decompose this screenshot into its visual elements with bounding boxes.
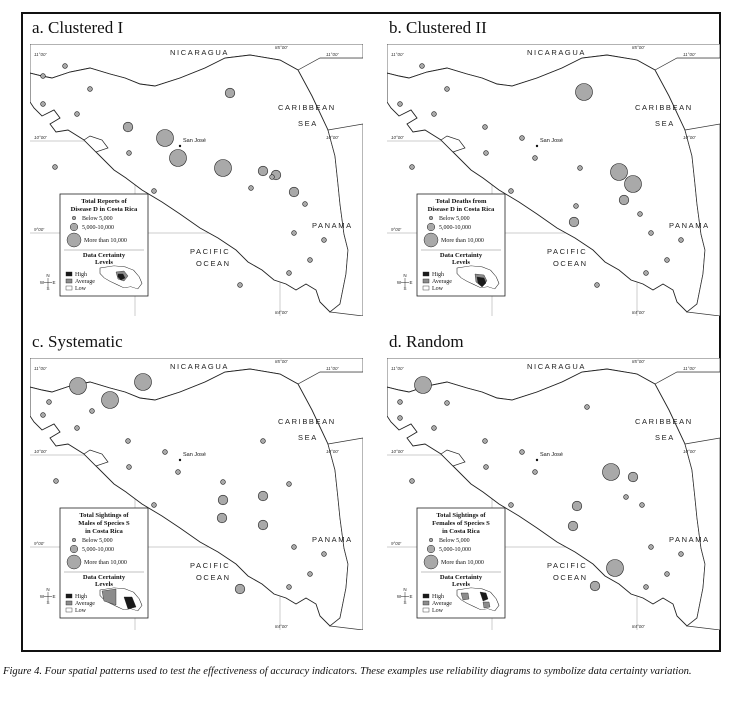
compass-s: S [46,600,50,605]
symbol-large [625,176,642,193]
legend-title-1: Total Sightings of [79,512,129,519]
label-san-jose: San José [183,138,206,144]
symbol-small [261,439,266,444]
symbol-mid [225,88,235,98]
symbol-small [176,470,181,475]
label-caribbean: CARIBBEAN [278,417,336,426]
symbol-small [445,87,450,92]
legend-title-2: Disease D in Costa Rica [70,206,138,213]
symbol-large [415,377,432,394]
symbol-small [484,465,489,470]
legend-title-1: Total Sightings of [436,512,486,519]
label-lon-85: 85°00' [632,359,645,364]
symbol-large [576,84,593,101]
legend-certainty-title-1: Data Certainty [439,574,483,581]
symbol-mid [590,581,600,591]
legend-label-small: Below 5,000 [82,216,113,222]
compass-e: E [52,280,56,285]
legend-symbol-mid [70,223,78,231]
symbol-small [238,283,243,288]
legend-label-small: Below 5,000 [439,538,470,544]
legend-certainty-title-1: Data Certainty [82,252,126,259]
legend-label-low: Low [432,286,443,292]
label-lat-11: 11°00' [391,366,404,371]
legend-symbol-small [429,538,433,542]
legend-swatch-low [423,608,429,612]
panel-title: c. Systematic [32,332,123,351]
symbol-small [126,439,131,444]
label-lat-11-east: 11°00' [683,52,696,57]
label-lon-85: 85°00' [632,45,645,50]
symbol-small [287,271,292,276]
label-pacific: PACIFIC [547,247,588,256]
symbol-small [398,400,403,405]
panel-title: a. Clustered I [32,18,124,37]
legend-title-2: Disease D in Costa Rica [427,206,495,213]
legend-title-1: Total Reports of [81,198,127,205]
symbol-small [41,74,46,79]
label-panama: PANAMA [669,221,710,230]
legend-symbol-mid [70,545,78,553]
symbol-small [292,545,297,550]
symbol-small [665,258,670,263]
map-panel-3 [30,332,363,632]
panel-title: b. Clustered II [389,18,487,37]
symbol-small [574,204,579,209]
label-san-jose: San José [540,452,563,458]
label-pacific: PACIFIC [190,247,231,256]
label-lat-10: 10°00' [34,449,47,454]
label-lat-11: 11°00' [391,52,404,57]
symbol-small [509,189,514,194]
legend-certainty-title-2: Levels [452,581,470,588]
compass-s: S [46,286,50,291]
symbol-small [63,64,68,69]
symbol-small [152,189,157,194]
legend-label-large: More than 10,000 [441,238,484,244]
symbol-mid [289,187,299,197]
symbol-large [135,374,152,391]
label-nicaragua: NICARAGUA [527,48,586,57]
legend-label-mid: 5,000-10,000 [82,225,114,231]
legend-label-low: Low [75,286,86,292]
symbol-small [638,212,643,217]
label-lat-10: 10°00' [34,135,47,140]
san-jose-dot [536,145,538,147]
symbol-small [398,102,403,107]
symbol-small [520,136,525,141]
label-nicaragua: NICARAGUA [527,362,586,371]
label-lat-10: 10°00' [391,449,404,454]
label-lat-10: 10°00' [391,135,404,140]
label-ocean: OCEAN [196,259,231,268]
label-lat-11: 11°00' [34,366,47,371]
legend-label-large: More than 10,000 [441,560,484,566]
label-caribbean: CARIBBEAN [278,103,336,112]
symbol-small [483,439,488,444]
legend-swatch-high [66,594,72,598]
legend-title-1: Total Deaths from [435,198,487,205]
symbol-small [75,112,80,117]
legend-certainty-title-2: Levels [95,581,113,588]
label-ocean: OCEAN [553,573,588,582]
symbol-small [54,479,59,484]
label-lat-10-east: 10°00' [326,449,339,454]
symbol-small [249,186,254,191]
compass-w: W [39,594,45,599]
costa-rica-map [387,358,720,630]
label-lat-10-east: 10°00' [683,449,696,454]
legend-symbol-small [429,216,433,220]
label-ocean: OCEAN [553,259,588,268]
symbol-small [679,552,684,557]
legend-swatch-high [423,594,429,598]
compass-n: N [403,273,407,278]
label-nicaragua: NICARAGUA [170,48,229,57]
legend-swatch-average [66,279,72,283]
compass-e: E [52,594,56,599]
map-legend [60,194,148,296]
legend-swatch-low [66,286,72,290]
symbol-mid [568,521,578,531]
label-lon-84: 84°00' [275,310,288,315]
legend-swatch-average [423,601,429,605]
label-sea: SEA [655,433,675,442]
symbol-mid [123,122,133,132]
label-ocean: OCEAN [196,573,231,582]
legend-label-large: More than 10,000 [84,560,127,566]
symbol-small [644,585,649,590]
label-panama: PANAMA [312,535,353,544]
symbol-small [640,503,645,508]
symbol-small [308,572,313,577]
compass-e: E [409,280,413,285]
legend-title-2: Females of Species S [432,520,490,527]
symbol-small [644,271,649,276]
symbol-mid [572,501,582,511]
symbol-small [88,87,93,92]
symbol-small [292,231,297,236]
legend-certainty-title-2: Levels [452,259,470,266]
symbol-small [127,151,132,156]
compass-w: W [396,594,402,599]
label-lat-10-east: 10°00' [326,135,339,140]
symbol-mid [258,520,268,530]
symbol-small [483,125,488,130]
compass-s: S [403,286,407,291]
label-caribbean: CARIBBEAN [635,417,693,426]
symbol-small [624,495,629,500]
compass-n: N [403,587,407,592]
compass-w: W [39,280,45,285]
label-lat-10-east: 10°00' [683,135,696,140]
symbol-mid [628,472,638,482]
legend-label-mid: 5,000-10,000 [439,547,471,553]
legend-swatch-average [423,279,429,283]
compass-n: N [46,587,50,592]
label-lat-11-east: 11°00' [683,366,696,371]
label-lon-84: 84°00' [275,624,288,629]
symbol-small [649,545,654,550]
legend-swatch-high [423,272,429,276]
symbol-large [170,150,187,167]
label-san-jose: San José [183,452,206,458]
label-lat-9: 9°00' [391,541,402,546]
label-san-jose: San José [540,138,563,144]
costa-rica-map [30,44,363,316]
legend-label-mid: 5,000-10,000 [82,547,114,553]
map-legend [417,508,505,618]
label-lon-85: 85°00' [275,359,288,364]
symbol-small [308,258,313,263]
symbol-large [102,392,119,409]
symbol-mid [569,217,579,227]
legend-label-low: Low [432,608,443,614]
symbol-mid [619,195,629,205]
label-sea: SEA [655,119,675,128]
legend-label-low: Low [75,608,86,614]
legend-label-large: More than 10,000 [84,238,127,244]
symbol-large [607,560,624,577]
symbol-small [41,413,46,418]
legend-label-small: Below 5,000 [439,216,470,222]
symbol-small [432,426,437,431]
legend-symbol-small [72,216,76,220]
symbol-small [270,175,275,180]
legend-swatch-high [66,272,72,276]
symbol-large [215,160,232,177]
label-lon-84: 84°00' [632,624,645,629]
compass-e: E [409,594,413,599]
symbol-small [533,470,538,475]
legend-label-high: High [432,272,444,278]
symbol-large [157,130,174,147]
symbol-small [665,572,670,577]
label-panama: PANAMA [312,221,353,230]
symbol-small [287,482,292,487]
legend-symbol-mid [427,545,435,553]
label-pacific: PACIFIC [547,561,588,570]
symbol-small [649,231,654,236]
label-lat-11-east: 11°00' [326,366,339,371]
symbol-small [322,238,327,243]
costa-rica-map [387,44,720,316]
legend-swatch-low [423,286,429,290]
symbol-small [322,552,327,557]
legend-symbol-large [67,555,81,569]
legend-title-3: in Costa Rica [442,528,480,535]
symbol-small [578,166,583,171]
legend-certainty-title-2: Levels [95,259,113,266]
symbol-small [47,400,52,405]
reliability-region [483,602,490,608]
legend-swatch-low [66,608,72,612]
legend-label-high: High [75,594,87,600]
map-legend [60,508,148,618]
legend-certainty-title-1: Data Certainty [82,574,126,581]
label-sea: SEA [298,433,318,442]
symbol-small [53,165,58,170]
symbol-small [127,465,132,470]
figure-caption: Figure 4. Four spatial patterns used to test the effectiveness of accuracy indicators. These examples use reliability diagrams to symbolize data certainty variation. [3,666,692,677]
symbol-small [445,401,450,406]
symbol-small [533,156,538,161]
symbol-small [432,112,437,117]
symbol-mid [258,491,268,501]
symbol-small [484,151,489,156]
legend-symbol-large [424,555,438,569]
symbol-small [520,450,525,455]
costa-rica-map [30,358,363,630]
legend-title-2: Males of Species S [78,520,130,527]
symbol-mid [217,513,227,523]
symbol-small [410,479,415,484]
legend-symbol-small [72,538,76,542]
legend-label-average: Average [432,279,452,285]
symbol-small [595,283,600,288]
symbol-large [70,378,87,395]
map-legend [417,194,505,296]
legend-symbol-mid [427,223,435,231]
legend-swatch-average [66,601,72,605]
legend-label-mid: 5,000-10,000 [439,225,471,231]
symbol-small [509,503,514,508]
symbol-small [221,480,226,485]
label-pacific: PACIFIC [190,561,231,570]
label-lon-85: 85°00' [275,45,288,50]
label-lat-11: 11°00' [34,52,47,57]
symbol-small [41,102,46,107]
label-lat-9: 9°00' [34,227,45,232]
symbol-small [420,64,425,69]
symbol-mid [235,584,245,594]
label-caribbean: CARIBBEAN [635,103,693,112]
symbol-small [75,426,80,431]
symbol-mid [218,495,228,505]
label-lat-11-east: 11°00' [326,52,339,57]
symbol-small [303,202,308,207]
legend-label-high: High [432,594,444,600]
label-panama: PANAMA [669,535,710,544]
symbol-large [603,464,620,481]
san-jose-dot [179,145,181,147]
label-lon-84: 84°00' [632,310,645,315]
symbol-mid [258,166,268,176]
symbol-small [163,450,168,455]
symbol-small [287,585,292,590]
symbol-small [90,409,95,414]
legend-certainty-title-1: Data Certainty [439,252,483,259]
legend-title-3: in Costa Rica [85,528,123,535]
compass-n: N [46,273,50,278]
symbol-small [410,165,415,170]
legend-label-average: Average [432,601,452,607]
compass-s: S [403,600,407,605]
legend-label-high: High [75,272,87,278]
legend-symbol-large [424,233,438,247]
legend-label-average: Average [75,601,95,607]
symbol-small [398,416,403,421]
san-jose-dot [179,459,181,461]
map-panel-4 [387,332,720,632]
symbol-small [679,238,684,243]
san-jose-dot [536,459,538,461]
compass-w: W [396,280,402,285]
legend-symbol-large [67,233,81,247]
legend-label-small: Below 5,000 [82,538,113,544]
legend-label-average: Average [75,279,95,285]
label-sea: SEA [298,119,318,128]
label-lat-9: 9°00' [391,227,402,232]
panel-title: d. Random [389,332,464,351]
label-lat-9: 9°00' [34,541,45,546]
label-nicaragua: NICARAGUA [170,362,229,371]
symbol-small [585,405,590,410]
symbol-large [611,164,628,181]
symbol-small [152,503,157,508]
map-panel-1 [30,18,363,318]
map-panel-2 [387,18,720,318]
